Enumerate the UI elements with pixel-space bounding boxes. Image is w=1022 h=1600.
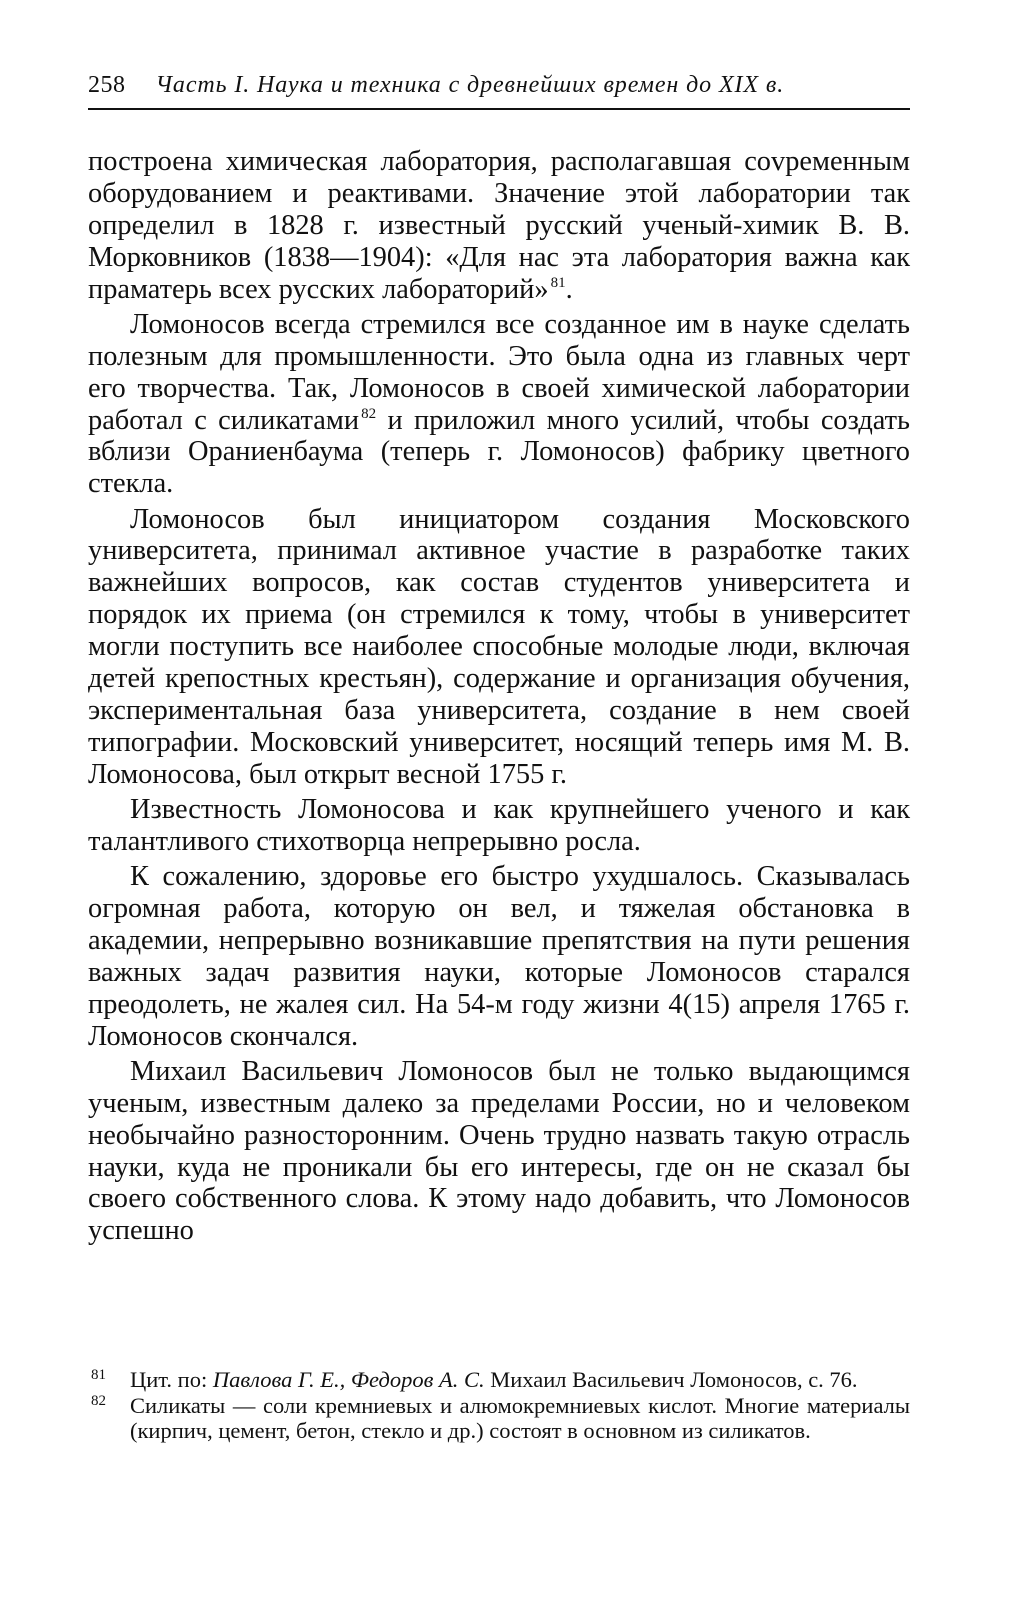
footnote-ref: 81 [550,274,566,291]
paragraph: Михаил Васильевич Ломоносов был не только выдающимся ученым, известным далеко за пределами России, но и человеком необычайно разносторонним. Очень трудно назвать такую отрасль науки, куда не проникали бы его интересы, где он не сказал бы своего собственного слова. К этому надо добавить, что Ломоносов успешно [88,1055,910,1247]
paragraph: построена химическая лаборатория, располагавшая соvременным оборудованием и реактивами. Значение этой лаборатории так определил в 1828 г. известный русский ученый-химик В. В. Морковников (1838—1904): «Для нас эта лаборатория важна как праматерь всех русских лабораторий» $^{81}$. [88,146,910,305]
body-text [88,146,910,1247]
footnotes [88,1367,910,1444]
book-page [88,72,910,1443]
footnote-authors: Павлова Г. Е., Федоров А. С. [212,1367,485,1392]
footnote-number: 81 [91,1367,106,1383]
paragraph: Ломоносов всегда стремился все созданное им в науке сделать полезным для промышленности. Это была одна из главных черт его творчества. Так, Ломоносов в своей химической лаборатории работал с силикатами $^{82}$ и приложил много усилий, чтобы создать вблизи Ораниенбаума (теперь г. Ломоносов) фабрику цветного стекла. [88,308,910,500]
page-header [88,72,910,110]
footnote: 81 Цит. по: Павлова Г. Е., Федоров А. С. Михаил Васильевич Ломоносов, с. 76. [88,1367,910,1392]
footnote-number: 82 [91,1393,106,1409]
page-number: 258 [88,72,126,98]
paragraph: Ломоносов был инициатором создания Московского университета, принимал активное участие в разработке таких важнейших вопросов, как состав студентов университета и порядок их приема (он стремился к тому, чтобы в университет могли поступить все наиболее способные молодые люди, включая детей крепостных крестьян), содержание и организация обучения, экспериментальная база университета, создание в нем своей типографии. Московский университет, носящий теперь имя М. В. Ломоносова, был открыт весной 1755 г. [88,503,910,790]
footnote-ref: 82 [361,405,377,422]
paragraph: Известность Ломоносова и как крупнейшего ученого и как талантливого стихотворца непрерывно росла. [88,794,910,857]
paragraph: К сожалению, здоровье его быстро ухудшалось. Сказывалась огромная работа, которую он вел, и тяжелая обстановка в академии, непрерывно возникавшие препятствия на пути решения важных задач развития науки, которые Ломоносов старался преодолеть, не жалея сил. На 54-м году жизни 4(15) апреля 1765 г. Ломоносов скончался. [88,861,910,1052]
running-head: Часть I. Наука и техника с древнейших времен до XIX в. [155,72,785,98]
footnote: 82 Силикаты — соли кремниевых и алюмокремниевых кислот. Многие материалы (кирпич, цемент, бетон, стекло и др.) состоят в основном из силикатов. [88,1393,910,1443]
